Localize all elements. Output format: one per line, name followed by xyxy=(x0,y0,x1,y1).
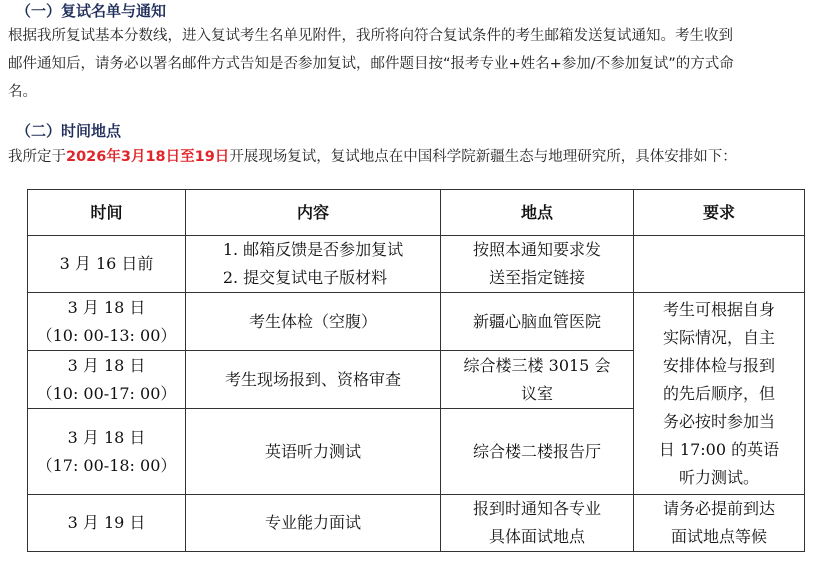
cell-content: 英语听力测试 xyxy=(186,409,441,495)
cell-time: 3 月 18 日 （10: 00-13: 00） xyxy=(28,293,186,351)
cell-time: 3 月 18 日 （10: 00-17: 00） xyxy=(28,351,186,409)
cell-time: 3 月 18 日 （17: 00-18: 00） xyxy=(28,409,186,495)
date-highlight: 2026年3月18日至19日 xyxy=(66,149,230,165)
cell-place: 报到时通知各专业 具体面试地点 xyxy=(441,495,634,552)
section2-paragraph xyxy=(8,143,737,171)
cell-requirement-merged: 考生可根据自身 实际情况，自主 安排体检与报到 的先后顺序，但 务必按时参加当 日 17:00 的英语 听力测试。 xyxy=(634,293,805,495)
header-time: 时间 xyxy=(28,190,186,236)
cell-time: 3 月 16 日前 xyxy=(28,236,186,293)
section2-suffix: 开展现场复试，复试地点在中国科学院新疆生态与地理研究所，具体安排如下： xyxy=(229,149,737,165)
table-row xyxy=(28,236,805,293)
header-content: 内容 xyxy=(186,190,441,236)
section1-line-2: 邮件通知后，请务必以署名邮件方式告知是否参加复试，邮件题目按“报考专业+姓名+参加/不参加复试”的方式命 xyxy=(8,56,734,72)
cell-place: 新疆心脑血管医院 xyxy=(441,293,634,351)
cell-place: 综合楼三楼 3015 会 议室 xyxy=(441,351,634,409)
header-requirement: 要求 xyxy=(634,190,805,236)
cell-content: 1. 邮箱反馈是否参加复试 2. 提交复试电子版材料 xyxy=(186,236,441,293)
cell-content: 专业能力面试 xyxy=(186,495,441,552)
cell-content: 考生体检（空腹） xyxy=(186,293,441,351)
schedule-table xyxy=(27,189,805,552)
section1-line-3: 名。 xyxy=(8,84,37,100)
section1-heading: （一）复试名单与通知 xyxy=(16,2,167,20)
cell-content: 考生现场报到、资格审查 xyxy=(186,351,441,409)
table-row xyxy=(28,495,805,552)
cell-place: 综合楼二楼报告厅 xyxy=(441,409,634,495)
section1-paragraph xyxy=(8,22,734,106)
table-header-row xyxy=(28,190,805,236)
section2-heading: （二）时间地点 xyxy=(16,122,122,140)
section2-prefix: 我所定于 xyxy=(8,149,66,165)
cell-requirement-empty xyxy=(634,236,805,293)
cell-time: 3 月 19 日 xyxy=(28,495,186,552)
table-row xyxy=(28,293,805,351)
header-place: 地点 xyxy=(441,190,634,236)
section1-line-1: 根据我所复试基本分数线，进入复试考生名单见附件，我所将向符合复试条件的考生邮箱发送复试通知。考生收到 xyxy=(8,28,733,44)
cell-requirement: 请务必提前到达 面试地点等候 xyxy=(634,495,805,552)
cell-place: 按照本通知要求发 送至指定链接 xyxy=(441,236,634,293)
